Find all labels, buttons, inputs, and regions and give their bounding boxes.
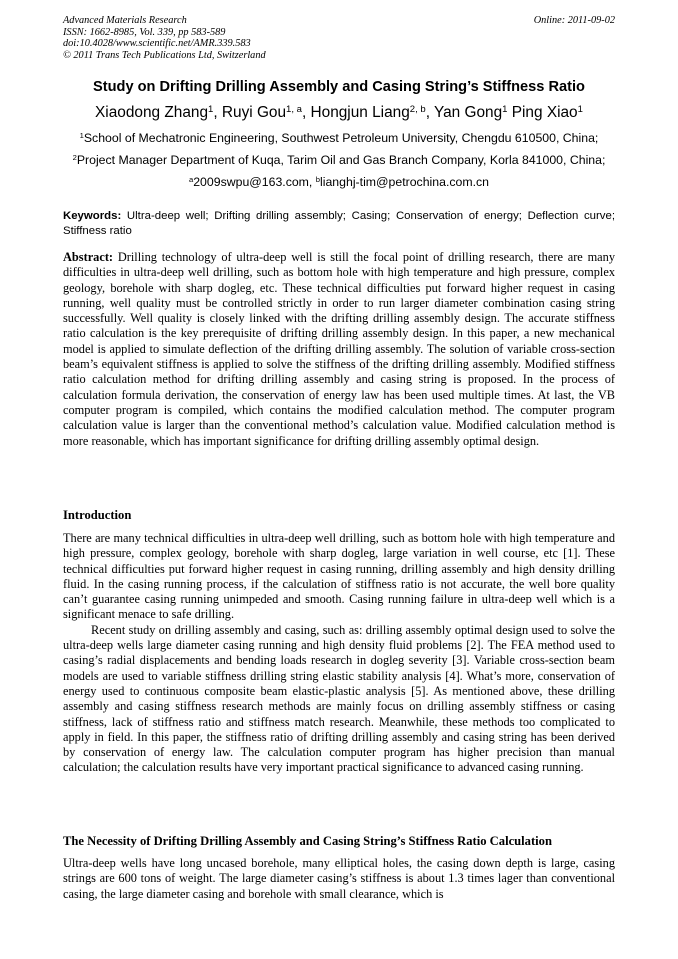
journal-header bbox=[63, 15, 615, 61]
author-separator: , bbox=[213, 104, 222, 121]
author-name: Hongjun Liang bbox=[310, 104, 410, 121]
email-mark-a: a bbox=[188, 174, 194, 184]
affiliation-2 bbox=[0, 153, 678, 167]
author-separator: , bbox=[425, 104, 434, 121]
paragraph: Ultra-deep wells have long uncased borehole, many elliptical holes, the casing down depth is large, casing strings are 600 tons of weight. The large diameter casing’s stiffness is about 1.3 times lager than conventional casing, the large diameter casing and borehole with small clearance, which is bbox=[63, 856, 615, 901]
online-date: Online: 2011-09-02 bbox=[533, 15, 615, 26]
paper-title: Study on Drifting Drilling Assembly and Casing String’s Stiffness Ratio bbox=[93, 79, 585, 95]
issn-line: ISSN: 1662-8985, Vol. 339, pp 583-589 bbox=[63, 26, 226, 38]
email-mark-b: b bbox=[315, 174, 320, 184]
affiliation-mark: 2 bbox=[72, 152, 77, 162]
author-affiliation-mark: 1 bbox=[577, 103, 583, 115]
journal-name: Advanced Materials Research bbox=[63, 15, 187, 26]
keywords bbox=[63, 209, 615, 238]
abstract bbox=[63, 250, 615, 449]
paragraph: Recent study on drilling assembly and casing, such as: drilling assembly optimal design used to solve the ultra-deep wells large diameter casing running and high density fluid problems [2]. The FEA method used to casing’s radial displacements and bending loads research in dogleg severity [3]. Variable cross-section beam models are used to variable stiffness drilling string elastic stability analysis [4]. What’s more, conservation of energy used to continuous composite beam elastic-plastic analysis [5]. As mentioned above, these drilling assembly and casing stiffness research methods are mainly focus on drilling assembly stiffness or casing stiffness, lack of stiffness ratio and stiffness match research. Meanwhile, these methods too complicated to apply in field. In this paper, the stiffness ratio of drifting drilling assembly and casing string has been derived by conservation of energy law. The calculation computer program has higher precision than manual calculation; the calculation results have very important practical significance to advanced casing running. bbox=[63, 622, 615, 775]
section-heading-necessity: The Necessity of Drifting Drilling Assembly and Casing String’s Stiffness Ratio Calculation bbox=[63, 834, 552, 848]
author-separator: , bbox=[301, 104, 311, 121]
doi-line: doi:10.4028/www.scientific.net/AMR.339.583 bbox=[63, 38, 251, 49]
affiliation-text: School of Mechatronic Engineering, Southwest Petroleum University, Chengdu 610500, China; bbox=[83, 131, 599, 145]
keywords-label: Keywords: bbox=[63, 210, 122, 222]
copyright-line: © 2011 Trans Tech Publications Ltd, Switzerland bbox=[63, 49, 266, 61]
email-a: 2009swpu@163.com, bbox=[193, 175, 316, 189]
author-affiliation-mark: 1 bbox=[208, 103, 214, 115]
section2-body bbox=[63, 856, 615, 902]
author-emails bbox=[0, 175, 678, 189]
abstract-text: Drilling technology of ultra-deep well is still the focal point of drilling research, there are many difficulties in ultra-deep well drilling, such as bottom hole with high temperature and high pressure, complex geology, borehole with sharp dogleg, etc. These technical difficulties put forward higher request in casing running, well quality must be controlled strictly in order to run larger diameter combination casing string successfully. Well quality is closely linked with the drifting drilling assembly design. The accurate stiffness ratio calculation is the key prerequisite of drifting drilling assembly design. In this paper, a new mechanical model is applied to simulate deflection of the drifting drilling assembly. The solution of variable cross-section beam’s equivalent stiffness is applied to solve the stiffness of the drifting drilling assembly. Modified stiffness ratio calculation method for drifting drilling assembly and casing string is proposed. In the process of calculation formula derivation, the conservation of energy law has been used multiple times. At last, the VB computer program is compiled, which contains the modified calculation method. The computer program calculation value is larger than the conventional method’s calculation value. Modified calculation method is more reasonable, which has important significance for drifting drilling assembly optimal design. bbox=[63, 250, 615, 448]
author-name: Yan Gong bbox=[433, 104, 503, 121]
author-name: Ruyi Gou bbox=[221, 104, 287, 121]
author-affiliation-mark: 2, b bbox=[409, 103, 426, 115]
author-list bbox=[0, 104, 678, 122]
author-affiliation-mark: 1 bbox=[502, 103, 508, 115]
author-affiliation-mark: 1, a bbox=[286, 103, 302, 115]
introduction-body bbox=[63, 531, 615, 776]
affiliation-mark: 1 bbox=[79, 130, 84, 140]
section-heading-introduction: Introduction bbox=[63, 508, 132, 522]
affiliation-text: Project Manager Department of Kuqa, Tarim Oil and Gas Branch Company, Korla 841000, China; bbox=[76, 153, 606, 167]
author-name: Xiaodong Zhang bbox=[95, 104, 209, 121]
abstract-label: Abstract: bbox=[63, 250, 114, 264]
email-b: lianghj-tim@petrochina.com.cn bbox=[320, 175, 489, 189]
author-name: Ping Xiao bbox=[511, 104, 578, 121]
affiliation-1 bbox=[0, 131, 678, 145]
paragraph: There are many technical difficulties in ultra-deep well drilling, such as bottom hole with high temperature and high pressure, complex geology, borehole with sharp dogleg, large variation in well course, etc [1]. These technical difficulties put forward higher request in casing running, drilling assembly and high density drilling fluid. In the casing running process, if the calculation of stiffness ratio is not accurate, the well bore quality can’t guarantee casing running unimpeded and smooth. Casing running failure in ultra-deep well which is a significant menace to safe drilling. bbox=[63, 531, 615, 622]
keywords-text: Ultra-deep well; Drifting drilling assembly; Casing; Conservation of energy; Deflection curve; Stiffness ratio bbox=[63, 210, 615, 237]
